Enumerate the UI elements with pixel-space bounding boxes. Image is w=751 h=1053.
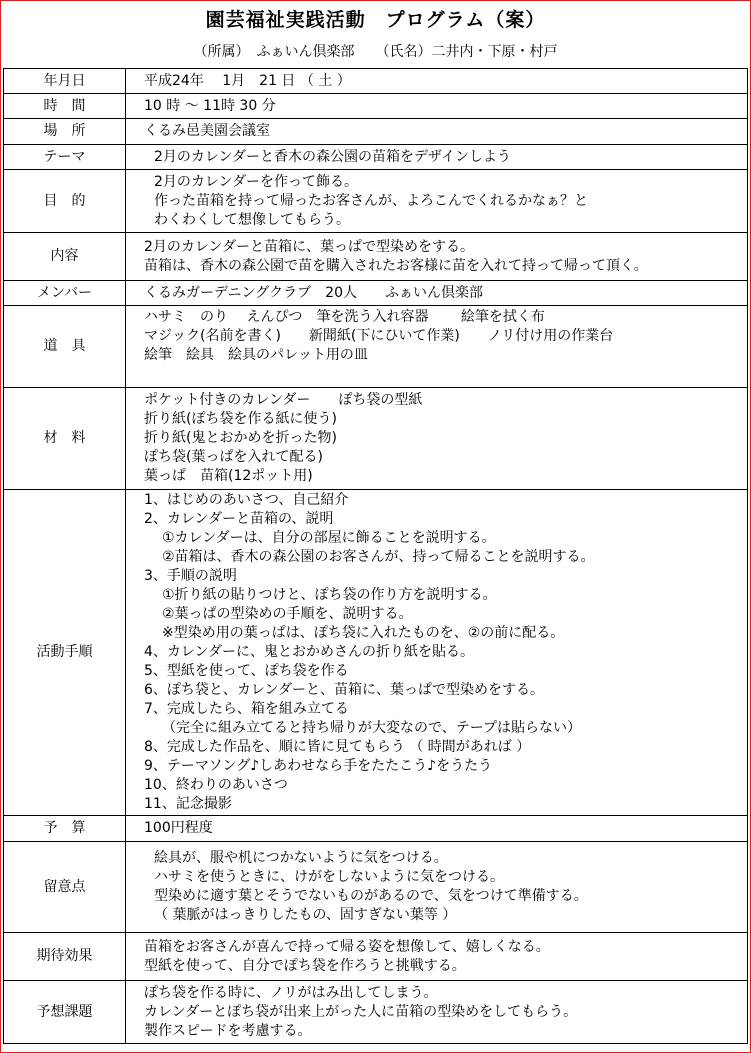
tools-line: マジック(名前を書く) 新聞紙(下にひいて作業) ノリ付け用の作業台 xyxy=(144,328,614,344)
procedure-step: 2、カレンダーと苗箱の、説明 xyxy=(144,511,334,527)
label-expected: 期待効果 xyxy=(4,933,126,981)
row-theme xyxy=(4,145,748,170)
procedure-step: 10、終わりのあいさつ xyxy=(144,777,288,793)
label-procedure: 活動手順 xyxy=(4,490,126,816)
procedure-substep: ①カレンダーは、自分の部屋に飾ることを説明する。 xyxy=(162,530,496,546)
value-content xyxy=(126,233,748,281)
label-issues: 予想課題 xyxy=(4,981,126,1044)
row-content xyxy=(4,233,748,281)
procedure-step: 6、ぽち袋と、カレンダーと、苗箱に、葉っぱで型染めをする。 xyxy=(144,682,544,698)
tools-line: 絵筆 絵具 絵具のパレット用の皿 xyxy=(144,347,368,363)
row-date xyxy=(4,69,748,94)
procedure-step: 11、記念撮影 xyxy=(144,796,232,812)
label-date: 年月日 xyxy=(4,69,126,94)
affiliation-line: （所属） ふぁいん倶楽部 （氏名）二井内・下原・村戸 xyxy=(193,44,558,60)
value-place: くるみ邑美園会議室 xyxy=(126,119,748,145)
label-place: 場 所 xyxy=(4,119,126,145)
content-line: 2月のカレンダーと苗箱に、葉っぱで型染めをする。 xyxy=(144,238,474,255)
materials-line: ぽち袋(葉っぱを入れて配る) xyxy=(144,449,323,465)
procedure-substep: ①折り紙の貼りつけと、ぽち袋の作り方を説明する。 xyxy=(162,587,497,603)
row-members xyxy=(4,281,748,306)
procedure-step: 9、テーマソング♪しあわせなら手をたたこう♪をうたう xyxy=(144,758,493,774)
row-expected xyxy=(4,933,748,981)
value-budget: 100円程度 xyxy=(126,816,748,842)
procedure-step: 4、カレンダーに、鬼とおかめさんの折り紙を貼る。 xyxy=(144,644,474,660)
label-materials: 材 料 xyxy=(4,388,126,490)
row-issues xyxy=(4,981,748,1044)
row-purpose xyxy=(4,170,748,233)
issues-line: 製作スピードを考慮する。 xyxy=(144,1022,312,1039)
row-procedure xyxy=(4,490,748,816)
procedure-substep: ②葉っぱの型染めの手順を、説明する。 xyxy=(162,606,413,622)
procedure-substep: （完全に組み立てると持ち帰りが大変なので、テープは貼らない） xyxy=(162,720,582,736)
row-materials xyxy=(4,388,748,490)
value-tools xyxy=(126,306,748,388)
label-theme: テーマ xyxy=(4,145,126,170)
tools-line: ハサミ のり えんぴつ 筆を洗う入れ容器 絵筆を拭く布 xyxy=(144,309,545,325)
expected-line: 型紙を使って、自分でぽち袋を作ろうと挑戦する。 xyxy=(144,957,466,974)
label-purpose: 目 的 xyxy=(4,170,126,233)
label-tools: 道 具 xyxy=(4,306,126,388)
procedure-step: 1、はじめのあいさつ、自己紹介 xyxy=(144,492,349,508)
procedure-step: 3、手順の説明 xyxy=(144,568,237,584)
purpose-line: 2月のカレンダーを作って飾る。 xyxy=(154,173,358,190)
notes-line: （ 葉脈がはっきりしたもの、固すぎない葉等 ） xyxy=(154,907,457,923)
page-title: 園芸福祉実践活動 プログラム（案） xyxy=(205,9,546,31)
value-expected xyxy=(126,933,748,981)
label-time: 時 間 xyxy=(4,94,126,119)
procedure-step: 8、完成した作品を、順に皆に見てもらう （ 時間があれば ） xyxy=(144,739,531,755)
notes-line: ハサミを使うときに、けがをしないように気をつける。 xyxy=(154,869,504,885)
value-theme: 2月のカレンダーと香木の森公園の苗箱をデザインしよう xyxy=(126,145,748,170)
procedure-step: 5、型紙を使って、ぽち袋を作る xyxy=(144,663,349,679)
value-purpose xyxy=(126,170,748,233)
procedure-substep: ②苗箱は、香木の森公園のお客さんが、持って帰ることを説明する。 xyxy=(162,549,595,565)
label-budget: 予 算 xyxy=(4,816,126,842)
label-content: 内容 xyxy=(4,233,126,281)
purpose-line: わくわくして想像してもらう。 xyxy=(154,211,350,228)
issues-line: カレンダーとぽち袋が出来上がった人に苗箱の型染めをしてもらう。 xyxy=(144,1003,578,1020)
value-issues xyxy=(126,981,748,1044)
row-notes xyxy=(4,842,748,933)
row-tools xyxy=(4,306,748,388)
value-date: 平成24年 1月 21 日 （ 土 ） xyxy=(126,69,748,94)
purpose-line: 作った苗箱を持って帰ったお客さんが、よろこんでくれるかなぁ？と xyxy=(154,192,588,209)
materials-line: 折り紙(ぽち袋を作る紙に使う) xyxy=(144,411,337,427)
row-place xyxy=(4,119,748,145)
value-procedure xyxy=(126,490,748,816)
value-materials xyxy=(126,388,748,490)
row-time xyxy=(4,94,748,119)
notes-line: 絵具が、服や机につかないように気をつける。 xyxy=(154,850,448,866)
materials-line: 葉っぱ 苗箱(12ポット用) xyxy=(144,468,313,484)
value-notes xyxy=(126,842,748,933)
issues-line: ぽち袋を作る時に、ノリがはみ出してしまう。 xyxy=(144,984,438,1001)
materials-line: 折り紙(鬼とおかめを折った物) xyxy=(144,430,337,446)
content-line: 苗箱は、香木の森公園で苗を購入されたお客様に苗を入れて持って帰って頂く。 xyxy=(144,257,648,274)
value-members: くるみガーデニングクラブ 20人 ふぁいん倶楽部 xyxy=(126,281,748,306)
value-time: 10 時 ～ 11時 30 分 xyxy=(126,94,748,119)
procedure-step: 7、完成したら、箱を組み立てる xyxy=(144,701,349,717)
program-table xyxy=(3,68,748,1044)
label-members: メンバー xyxy=(4,281,126,306)
notes-line: 型染めに適す葉とそうでないものがあるので、気をつけて準備する。 xyxy=(154,888,588,904)
row-budget xyxy=(4,816,748,842)
label-notes: 留意点 xyxy=(4,842,126,933)
materials-line: ポケット付きのカレンダー ぽち袋の型紙 xyxy=(144,392,423,408)
expected-line: 苗箱をお客さんが喜んで持って帰る姿を想像して、嬉しくなる。 xyxy=(144,938,550,955)
procedure-substep: ※型染め用の葉っぱは、ぽち袋に入れたものを、②の前に配る。 xyxy=(162,625,565,641)
